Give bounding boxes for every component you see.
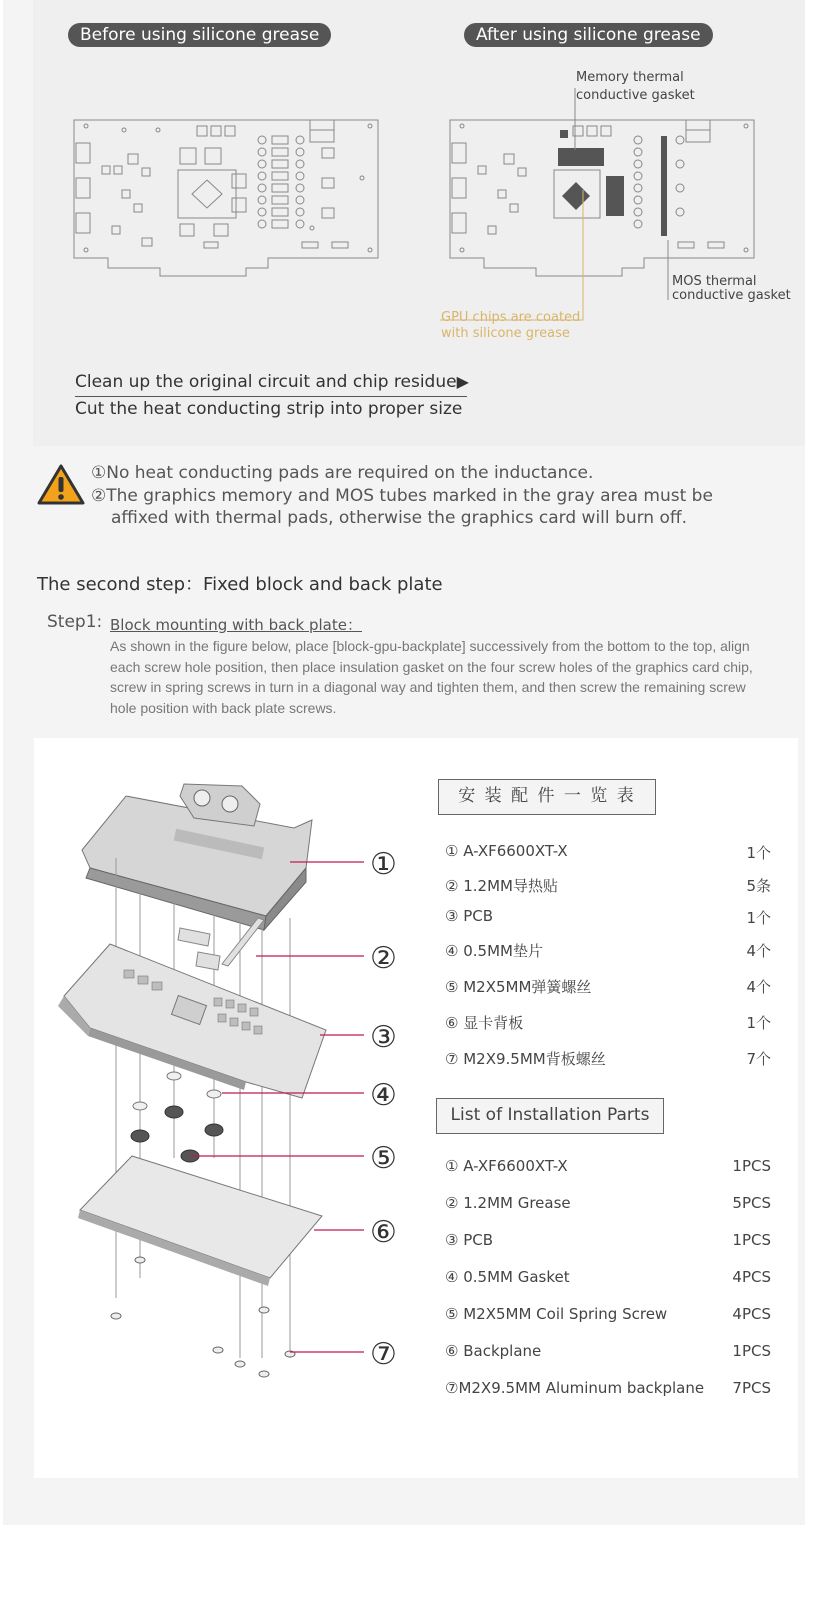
parts-list-en-title: List of Installation Parts xyxy=(436,1098,664,1134)
instruction-divider xyxy=(75,396,467,397)
diagram-label-7: ⑦ xyxy=(370,1337,397,1372)
diagram-label-3: ③ xyxy=(370,1020,397,1055)
memory-callout-line1: Memory thermal xyxy=(576,70,684,85)
diagram-label-1: ① xyxy=(370,847,397,882)
warning-line-1: ①No heat conducting pads are required on the inductance. xyxy=(91,463,594,483)
step-description: As shown in the figure below, place [block-gpu-backplate] successively from the bottom to the top, align each screw hole position, then place insulation gasket on the four screw holes of the graphics card chip, screw in spring screws in turn in a diagonal way and tighten them, and then screw the remaining screw hole position with back plate screws. xyxy=(110,638,753,716)
diagram-label-4: ④ xyxy=(370,1078,397,1113)
memory-callout-line2: conductive gasket xyxy=(576,88,695,103)
arrow-right-icon: ▶ xyxy=(456,372,469,391)
instruction-cut-strip: Cut the heat conducting strip into proper size xyxy=(75,399,463,419)
step-label: Step1: xyxy=(47,612,103,632)
before-label: Before using silicone grease xyxy=(68,23,331,47)
diagram-label-5: ⑤ xyxy=(370,1141,397,1176)
parts-list-cn-title: 安 装 配 件 一 览 表 xyxy=(438,779,656,815)
warning-line-2: ②The graphics memory and MOS tubes marked in the gray area must be xyxy=(91,486,713,506)
pcb-drawing xyxy=(58,944,326,1098)
warning-icon xyxy=(36,463,86,507)
warning-line-3: affixed with thermal pads, otherwise the graphics card will burn off. xyxy=(111,508,687,528)
step-subtitle: Block mounting with back plate： xyxy=(110,616,362,634)
diagram-label-6: ⑥ xyxy=(370,1215,397,1250)
mos-callout-line2: conductive gasket xyxy=(672,288,791,303)
gpu-callout-line2: with silicone grease xyxy=(441,326,570,341)
gpu-callout-line1: GPU chips are coated xyxy=(441,310,581,325)
section-title: The second step：Fixed block and back plate xyxy=(37,574,443,595)
diagram-label-2: ② xyxy=(370,941,397,976)
mos-callout-line1: MOS thermal xyxy=(672,274,757,289)
exploded-assembly-diagram xyxy=(34,738,414,1458)
after-label: After using silicone grease xyxy=(464,23,713,47)
instruction-clean-up: Clean up the original circuit and chip residue▶ xyxy=(75,372,469,392)
